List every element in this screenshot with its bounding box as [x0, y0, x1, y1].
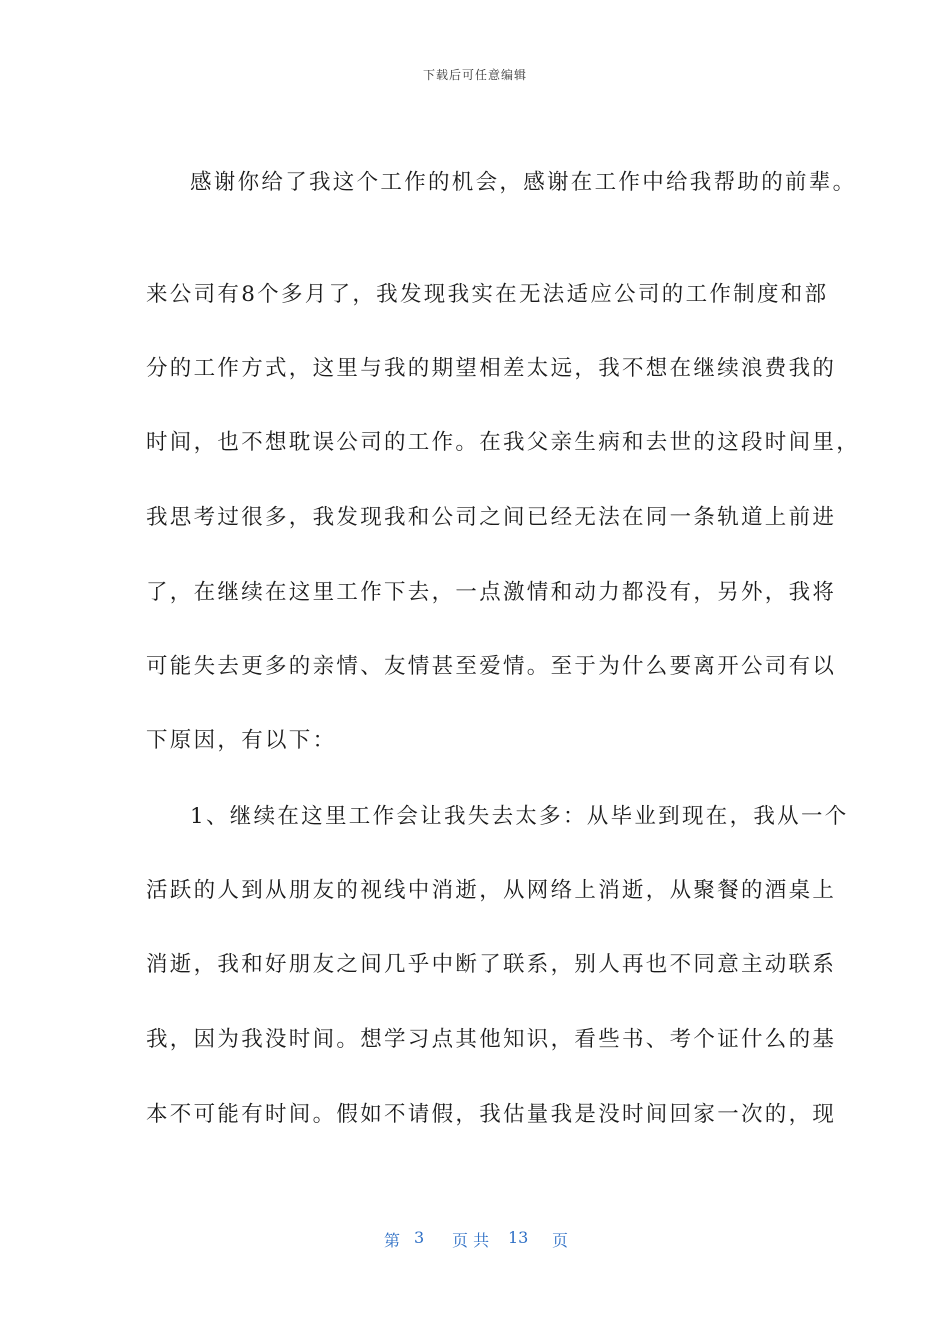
footer-page-number: 3	[414, 1228, 425, 1247]
paragraph-line: 消逝，我和好朋友之间几乎中断了联系，别人再也不同意主动联系	[146, 952, 837, 977]
paragraph-line: 分的工作方式，这里与我的期望相差太远，我不想在继续浪费我的	[146, 356, 837, 381]
paragraph-line: 感谢你给了我这个工作的机会，感谢在工作中给我帮助的前辈。	[190, 170, 857, 195]
paragraph-line: 1、继续在这里工作会让我失去太多：从毕业到现在，我从一个	[190, 804, 849, 829]
footer-of-label: 页 共	[452, 1231, 490, 1250]
footer-total-pages: 13	[508, 1228, 529, 1247]
paragraph-line: 时间，也不想耽误公司的工作。在我父亲生病和去世的这段时间里，	[146, 430, 861, 455]
page-footer	[0, 1228, 950, 1252]
footer-page-label: 第	[384, 1231, 401, 1250]
paragraph-line: 了，在继续在这里工作下去，一点激情和动力都没有，另外，我将	[146, 580, 837, 605]
paragraph-line: 本不可能有时间。假如不请假，我估量我是没时间回家一次的，现	[146, 1102, 837, 1127]
paragraph-line: 来公司有8个多月了，我发现我实在无法适应公司的工作制度和部	[146, 282, 829, 307]
paragraph-line: 活跃的人到从朋友的视线中消逝，从网络上消逝，从聚餐的酒桌上	[146, 878, 837, 903]
paragraph-line: 我，因为我没时间。想学习点其他知识，看些书、考个证什么的基	[146, 1027, 837, 1052]
page-header-note: 下载后可任意编辑	[422, 68, 527, 82]
paragraph-line: 可能失去更多的亲情、友情甚至爱情。至于为什么要离开公司有以	[146, 654, 837, 679]
footer-pages-suffix: 页	[552, 1231, 569, 1250]
paragraph-line: 我思考过很多，我发现我和公司之间已经无法在同一条轨道上前进	[146, 505, 837, 530]
paragraph-line: 下原因，有以下：	[146, 728, 337, 753]
